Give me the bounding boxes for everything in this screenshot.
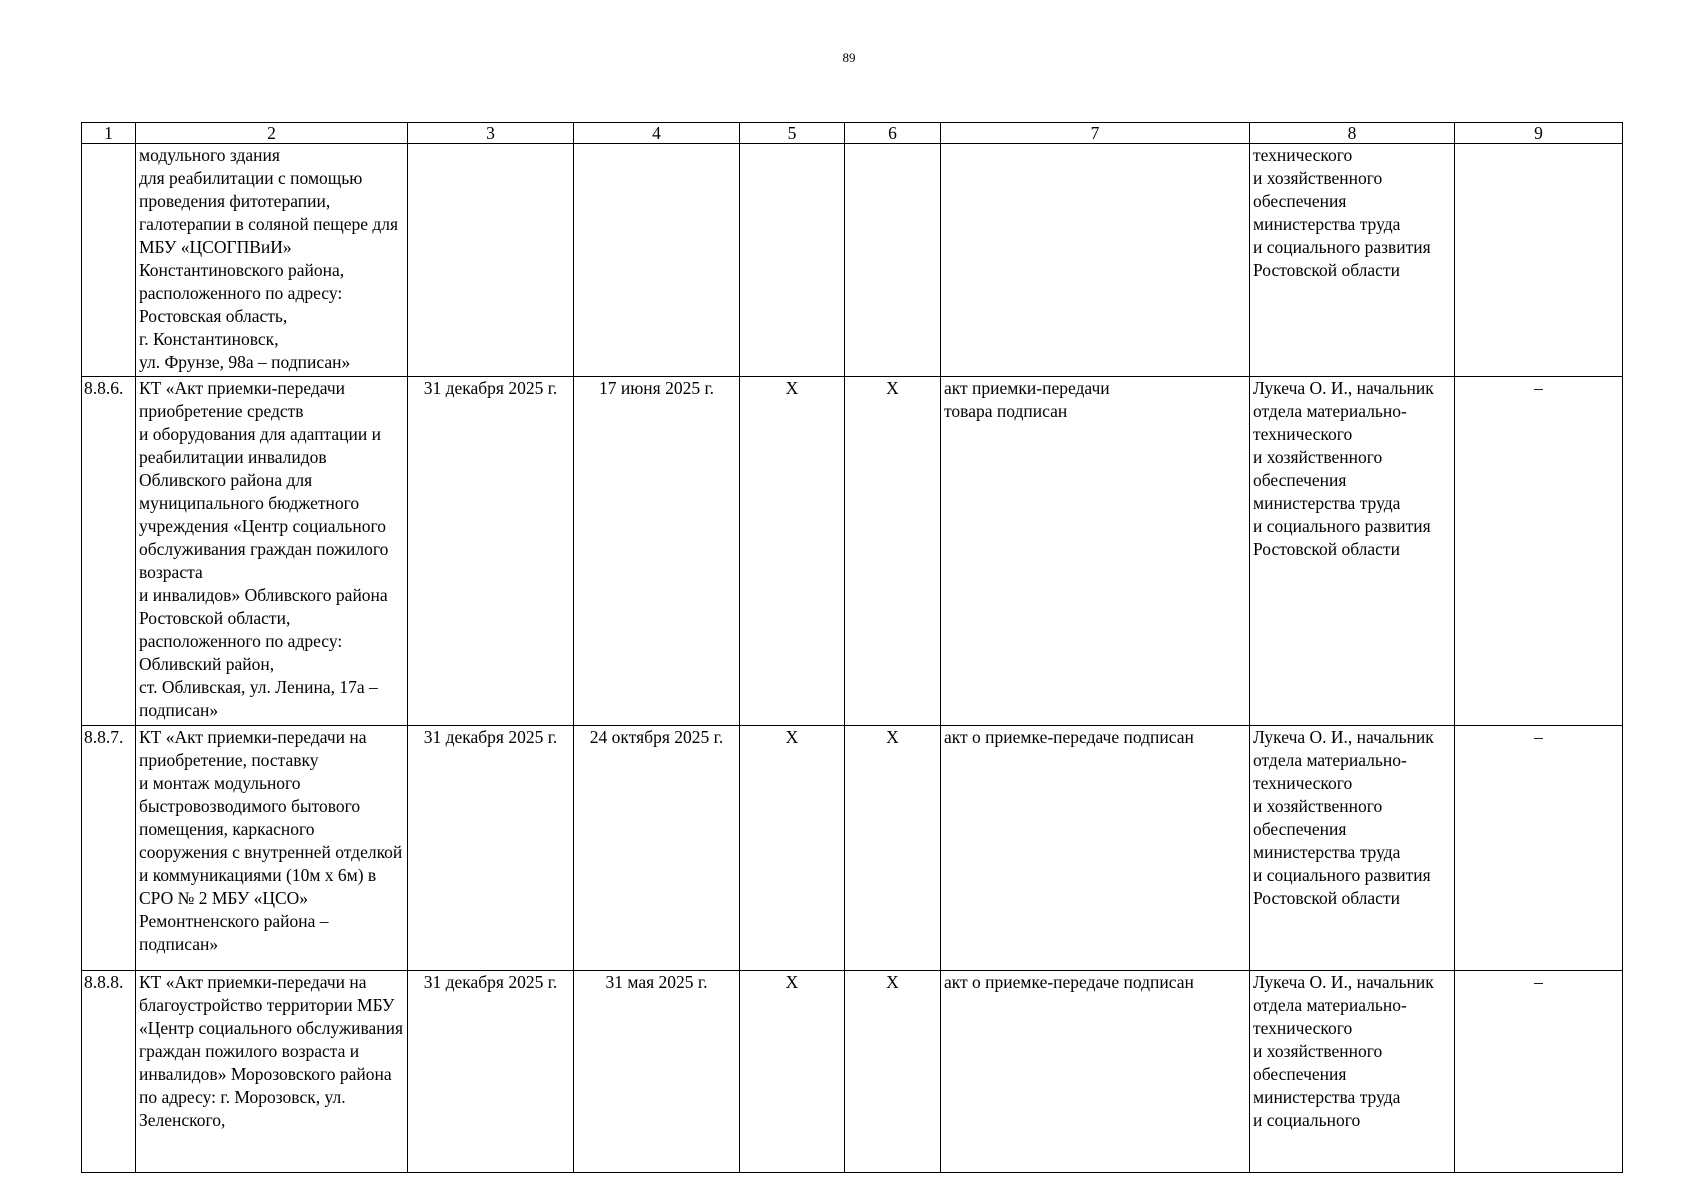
row-number: 8.8.8. [82,971,136,1173]
responsible-person: Лукеча О. И., начальник отдела материально-технического и хозяйственного обеспечения министерства труда и социального развития Ростовской области [1250,726,1455,971]
column-number: 1 [82,123,136,144]
column-9-value: – [1455,971,1623,1173]
document-status: акт о приемке-передаче подписан [941,726,1250,971]
column-5-value: Х [740,377,845,726]
column-number-row [82,123,1623,144]
row-number: 8.8.6. [82,377,136,726]
document-status: акт приемки-передачи товара подписан [941,377,1250,726]
column-6-value [845,144,941,377]
column-5-value [740,144,845,377]
column-9-value: – [1455,726,1623,971]
planned-date: 31 декабря 2025 г. [408,726,574,971]
event-description: модульного здания для реабилитации с помощью проведения фитотерапии, галотерапии в соляной пещере для МБУ «ЦСОГПВиИ» Константиновского района, расположенного по адресу: Ростовская область, г. Константиновск, ул. Фрунзе, 98а – подписан» [136,144,408,377]
column-5-value: Х [740,726,845,971]
column-number: 3 [408,123,574,144]
document-status: акт о приемке-передаче подписан [941,971,1250,1173]
actual-date: 31 мая 2025 г. [574,971,740,1173]
column-number: 8 [1250,123,1455,144]
column-6-value: Х [845,971,941,1173]
actual-date [574,144,740,377]
table-row [82,726,1623,971]
column-number: 2 [136,123,408,144]
column-9-value [1455,144,1623,377]
column-6-value: Х [845,377,941,726]
responsible-person: технического и хозяйственного обеспечения министерства труда и социального развития Ростовской области [1250,144,1455,377]
planned-date [408,144,574,377]
responsible-person: Лукеча О. И., начальник отдела материально-технического и хозяйственного обеспечения министерства труда и социального развития Ростовской области [1250,377,1455,726]
table-row [82,971,1623,1173]
column-5-value: Х [740,971,845,1173]
column-number: 6 [845,123,941,144]
responsible-person: Лукеча О. И., начальник отдела материально-технического и хозяйственного обеспечения министерства труда и социального [1250,971,1455,1173]
event-description: КТ «Акт приемки-передачи на благоустройство территории МБУ «Центр социального обслуживания граждан пожилого возраста и инвалидов» Морозовского района по адресу: г. Морозовск, ул. Зеленского, [136,971,408,1173]
column-number: 9 [1455,123,1623,144]
page-number: 89 [842,50,856,65]
table-row [82,377,1623,726]
column-9-value: – [1455,377,1623,726]
column-number: 4 [574,123,740,144]
column-6-value: Х [845,726,941,971]
planned-date: 31 декабря 2025 г. [408,377,574,726]
actual-date: 24 октября 2025 г. [574,726,740,971]
planned-date: 31 декабря 2025 г. [408,971,574,1173]
document-status [941,144,1250,377]
plan-table [81,122,1623,1173]
event-description: КТ «Акт приемки-передачи приобретение средств и оборудования для адаптации и реабилитации инвалидов Обливского района для муниципального бюджетного учреждения «Центр социального обслуживания граждан пожилого возраста и инвалидов» Обливского района Ростовской области, расположенного по адресу: Обливский район, ст. Обливская, ул. Ленина, 17а – подписан» [136,377,408,726]
row-number [82,144,136,377]
row-number: 8.8.7. [82,726,136,971]
column-number: 5 [740,123,845,144]
column-number: 7 [941,123,1250,144]
table-row [82,144,1623,377]
event-description: КТ «Акт приемки-передачи на приобретение, поставку и монтаж модульного быстровозводимого бытового помещения, каркасного сооружения с внутренней отделкой и коммуникациями (10м х 6м) в СРО № 2 МБУ «ЦСО» Ремонтненского района – подписан» [136,726,408,971]
actual-date: 17 июня 2025 г. [574,377,740,726]
